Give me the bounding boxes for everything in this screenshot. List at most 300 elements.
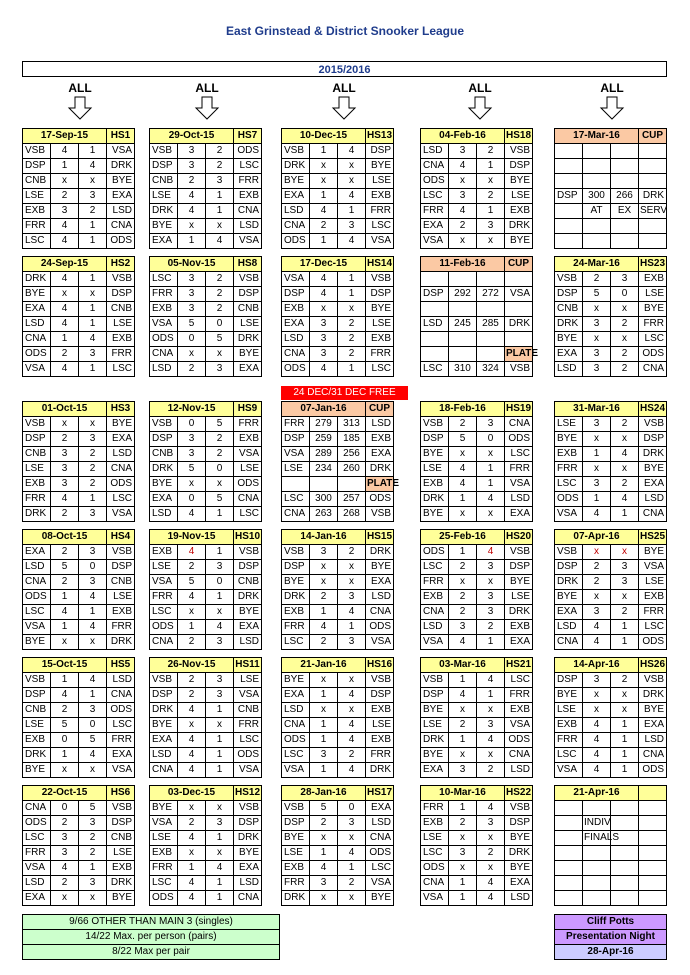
away-team: VSA <box>366 234 394 249</box>
fixture-row <box>282 620 394 635</box>
away-team: LSD <box>366 816 394 831</box>
away-score: 0 <box>79 718 107 733</box>
home-score: x <box>449 748 477 763</box>
home-score: 3 <box>178 272 206 287</box>
home-team: ODS <box>282 362 310 377</box>
away-team: EXB <box>366 432 394 447</box>
away-team: VSB <box>366 507 394 522</box>
away-score: 1 <box>611 507 639 522</box>
fixture-row <box>421 748 533 763</box>
away-team <box>639 846 667 861</box>
home-score: x <box>583 302 611 317</box>
away-score: 1 <box>79 861 107 876</box>
all-arrow-3 <box>319 82 369 120</box>
fixture-row <box>555 287 667 302</box>
fixture-block <box>22 785 135 906</box>
fixture-row <box>555 831 667 846</box>
away-score: 2 <box>79 846 107 861</box>
home-score: 2 <box>449 590 477 605</box>
home-score <box>583 846 611 861</box>
away-score: x <box>611 332 639 347</box>
note-singles: 9/66 OTHER THAN MAIN 3 (singles) <box>23 915 280 930</box>
fixture-row <box>555 219 667 234</box>
home-score: x <box>449 507 477 522</box>
home-score: 3 <box>51 846 79 861</box>
home-team: EXA <box>555 605 583 620</box>
home-team: VSA <box>23 861 51 876</box>
away-team: EXA <box>234 861 262 876</box>
fixture-row <box>150 447 262 462</box>
home-score: 2 <box>178 560 206 575</box>
away-team: LSC <box>107 718 135 733</box>
away-team: BYE <box>107 891 135 906</box>
away-score: x <box>611 688 639 703</box>
home-team: VSA <box>421 635 449 650</box>
away-team: EXA <box>107 432 135 447</box>
fixture-date: 14-Apr-16 <box>555 658 639 673</box>
home-team: VSB <box>555 545 583 560</box>
away-team: LSE <box>366 174 394 189</box>
fixture-code: HS3 <box>107 402 135 417</box>
fixture-row <box>23 876 135 891</box>
fixture-row <box>421 703 533 718</box>
fixture-header <box>23 786 135 801</box>
away-score: 5 <box>206 492 234 507</box>
home-team: LSE <box>23 718 51 733</box>
fixture-row <box>23 560 135 575</box>
away-team: EXA <box>234 620 262 635</box>
home-score: 1 <box>51 159 79 174</box>
fixture-date: 22-Oct-15 <box>23 786 107 801</box>
away-score: x <box>477 861 505 876</box>
fixture-date: 19-Nov-15 <box>150 530 234 545</box>
home-team: LSE <box>421 462 449 477</box>
home-score: 2 <box>51 876 79 891</box>
fixture-block <box>281 657 394 778</box>
fixture-code: HS26 <box>639 658 667 673</box>
fixture-row <box>421 891 533 906</box>
home-score: 2 <box>178 816 206 831</box>
home-team: LSC <box>23 605 51 620</box>
away-score: 3 <box>477 605 505 620</box>
season-banner: 2015/2016 <box>22 61 667 77</box>
fixture-row <box>150 748 262 763</box>
fixture-row <box>282 417 394 432</box>
away-team: CNA <box>505 417 533 432</box>
home-score: 4 <box>310 620 338 635</box>
away-score: 1 <box>338 861 366 876</box>
away-team: EXB <box>366 703 394 718</box>
away-team: LSC <box>234 733 262 748</box>
fixture-row <box>282 272 394 287</box>
fixture-row <box>282 816 394 831</box>
home-score <box>449 302 477 317</box>
home-team: LSE <box>421 831 449 846</box>
fixture-row <box>555 748 667 763</box>
fixture-code: HS5 <box>107 658 135 673</box>
home-team: CNA <box>150 635 178 650</box>
home-score: 4 <box>51 605 79 620</box>
away-team: FRR <box>639 317 667 332</box>
away-score <box>477 347 505 362</box>
away-team: CNA <box>639 362 667 377</box>
fixture-row <box>23 748 135 763</box>
away-team: LSE <box>107 590 135 605</box>
home-team: DRK <box>555 317 583 332</box>
away-score: 2 <box>79 831 107 846</box>
home-team: EXB <box>421 816 449 831</box>
away-team: LSD <box>234 876 262 891</box>
home-team: EXA <box>282 189 310 204</box>
fixture-row <box>150 575 262 590</box>
away-team: CNA <box>366 831 394 846</box>
home-score: 4 <box>51 317 79 332</box>
home-score: 0 <box>51 733 79 748</box>
fixture-block <box>22 657 135 778</box>
home-team <box>555 204 583 219</box>
away-team: DRK <box>639 447 667 462</box>
home-score: 4 <box>51 688 79 703</box>
fixture-row <box>421 861 533 876</box>
away-score: x <box>477 748 505 763</box>
fixture-header <box>282 129 394 144</box>
away-score: x <box>477 174 505 189</box>
fixture-row <box>150 272 262 287</box>
home-team: EXB <box>555 718 583 733</box>
fixture-block <box>281 785 394 906</box>
home-team: EXB <box>282 605 310 620</box>
home-team: BYE <box>282 575 310 590</box>
fixture-row <box>282 189 394 204</box>
home-score <box>583 174 611 189</box>
home-team <box>555 174 583 189</box>
fixture-row <box>421 159 533 174</box>
fixture-row <box>150 332 262 347</box>
fixture-row <box>23 174 135 189</box>
away-score: 1 <box>206 590 234 605</box>
fixture-row <box>555 688 667 703</box>
fixture-header <box>555 129 667 144</box>
fixture-code: HS22 <box>505 786 533 801</box>
fixture-row <box>282 347 394 362</box>
fixture-row <box>23 718 135 733</box>
home-score: x <box>51 635 79 650</box>
away-team: BYE <box>639 703 667 718</box>
home-score: 1 <box>51 590 79 605</box>
away-score: x <box>338 159 366 174</box>
fixture-row <box>282 861 394 876</box>
down-arrow-icon <box>331 96 357 120</box>
fixture-row <box>23 159 135 174</box>
home-team: BYE <box>555 432 583 447</box>
home-team: BYE <box>555 332 583 347</box>
away-team: CNB <box>234 302 262 317</box>
away-score: 2 <box>338 332 366 347</box>
fixture-row <box>23 332 135 347</box>
away-score: x <box>206 846 234 861</box>
home-team: LSC <box>555 748 583 763</box>
away-team: DRK <box>234 590 262 605</box>
home-score: 4 <box>583 635 611 650</box>
fixture-row <box>23 234 135 249</box>
fixture-block <box>554 401 667 522</box>
away-team: ODS <box>639 347 667 362</box>
home-score: 2 <box>51 545 79 560</box>
away-score <box>611 144 639 159</box>
home-score: 3 <box>51 462 79 477</box>
home-team <box>421 347 449 362</box>
fixture-header <box>282 530 394 545</box>
fixture-code: HS25 <box>639 530 667 545</box>
all-label: ALL <box>332 81 356 95</box>
home-team: BYE <box>555 590 583 605</box>
away-score: 3 <box>611 560 639 575</box>
home-team: EXA <box>23 302 51 317</box>
away-team: ODS <box>505 432 533 447</box>
away-score: 4 <box>477 492 505 507</box>
fixture-code: HS6 <box>107 786 135 801</box>
away-score: x <box>338 831 366 846</box>
home-score: 5 <box>178 462 206 477</box>
fixture-row <box>421 189 533 204</box>
fixture-row <box>421 492 533 507</box>
home-team: DRK <box>282 891 310 906</box>
home-score: 4 <box>449 688 477 703</box>
home-score: 1 <box>178 861 206 876</box>
home-team: BYE <box>421 447 449 462</box>
fixture-row <box>421 432 533 447</box>
away-score: 2 <box>611 347 639 362</box>
away-score <box>477 302 505 317</box>
fixture-code: HS23 <box>639 257 667 272</box>
fixture-row <box>421 590 533 605</box>
away-team: DRK <box>234 332 262 347</box>
away-team: CNA <box>639 748 667 763</box>
away-team <box>639 831 667 846</box>
home-team: BYE <box>150 801 178 816</box>
fixture-row <box>421 272 533 287</box>
home-team: DSP <box>150 159 178 174</box>
fixture-row <box>555 545 667 560</box>
home-score: 1 <box>449 733 477 748</box>
away-team: SERV <box>639 204 667 219</box>
fixture-row <box>282 144 394 159</box>
home-team: DSP <box>150 688 178 703</box>
away-team: ODS <box>107 234 135 249</box>
fixture-date: 05-Nov-15 <box>150 257 234 272</box>
fixture-row <box>150 545 262 560</box>
away-team: BYE <box>107 174 135 189</box>
away-team: ODS <box>107 703 135 718</box>
away-team <box>639 876 667 891</box>
away-score: 3 <box>79 432 107 447</box>
fixture-row <box>282 492 394 507</box>
home-score: 1 <box>51 332 79 347</box>
home-team: DSP <box>555 287 583 302</box>
fixture-row <box>555 718 667 733</box>
down-arrow-icon <box>599 96 625 120</box>
home-team: DRK <box>23 507 51 522</box>
away-team: BYE <box>366 159 394 174</box>
away-score: 2 <box>477 620 505 635</box>
home-score: 1 <box>178 620 206 635</box>
fixture-code: HS15 <box>366 530 394 545</box>
home-team: ODS <box>282 234 310 249</box>
fixture-row <box>282 831 394 846</box>
home-team: LSC <box>555 477 583 492</box>
home-score: 4 <box>583 763 611 778</box>
away-score: EX <box>611 204 639 219</box>
away-score: 2 <box>611 317 639 332</box>
away-score: 3 <box>79 876 107 891</box>
fixture-row <box>282 545 394 560</box>
fixture-date: 01-Oct-15 <box>23 402 107 417</box>
fixture-header <box>23 257 135 272</box>
home-team: FRR <box>555 462 583 477</box>
fixture-row <box>421 575 533 590</box>
home-score: 0 <box>178 492 206 507</box>
away-team: VSA <box>505 287 533 302</box>
away-team: CNB <box>107 831 135 846</box>
away-score: 1 <box>477 462 505 477</box>
away-score: 1 <box>206 204 234 219</box>
away-score: 1 <box>611 733 639 748</box>
home-score: x <box>178 347 206 362</box>
away-team: DRK <box>505 317 533 332</box>
fixture-code: HS13 <box>366 129 394 144</box>
fixture-date: 10-Dec-15 <box>282 129 366 144</box>
fixture-row <box>150 876 262 891</box>
away-score: 5 <box>206 417 234 432</box>
away-team: LSC <box>639 332 667 347</box>
fixture-row <box>421 204 533 219</box>
away-team: BYE <box>366 302 394 317</box>
away-team: VSB <box>234 272 262 287</box>
away-score: 2 <box>477 763 505 778</box>
away-team: BYE <box>639 302 667 317</box>
away-score <box>477 272 505 287</box>
home-score: 2 <box>178 688 206 703</box>
fixture-header <box>150 786 262 801</box>
away-team: EXB <box>107 605 135 620</box>
away-score: 266 <box>611 189 639 204</box>
away-team: FRR <box>505 688 533 703</box>
away-team <box>505 272 533 287</box>
away-team: EXA <box>366 801 394 816</box>
away-score: 1 <box>477 635 505 650</box>
fixture-header <box>421 402 533 417</box>
fixture-row <box>23 801 135 816</box>
fixture-row <box>282 673 394 688</box>
fixture-block <box>149 785 262 906</box>
away-score: x <box>477 703 505 718</box>
away-score: x <box>338 891 366 906</box>
home-score: 4 <box>310 861 338 876</box>
home-score: 4 <box>178 831 206 846</box>
fixture-row <box>23 703 135 718</box>
fixture-code: CUP <box>366 402 394 417</box>
fixture-row <box>555 492 667 507</box>
fixture-block <box>420 401 533 522</box>
away-team: CNB <box>234 575 262 590</box>
away-score: 2 <box>611 362 639 377</box>
away-team: VSB <box>639 673 667 688</box>
home-score: 4 <box>178 876 206 891</box>
away-score: 2 <box>206 144 234 159</box>
fixture-code: CUP <box>639 129 667 144</box>
home-team: LSD <box>150 748 178 763</box>
home-score: 2 <box>310 635 338 650</box>
away-score: 260 <box>338 462 366 477</box>
away-score: 5 <box>79 733 107 748</box>
away-team: EXB <box>107 861 135 876</box>
away-score: x <box>477 575 505 590</box>
away-score: 2 <box>338 317 366 332</box>
away-team: LSE <box>234 317 262 332</box>
fixture-row <box>23 763 135 778</box>
away-score: 1 <box>206 748 234 763</box>
home-team: CNA <box>421 876 449 891</box>
away-team <box>639 801 667 816</box>
away-team: FRR <box>234 417 262 432</box>
home-score: 1 <box>583 492 611 507</box>
fixture-date: 24-Sep-15 <box>23 257 107 272</box>
home-score: 2 <box>51 347 79 362</box>
home-score: x <box>310 302 338 317</box>
away-score: 1 <box>79 362 107 377</box>
fixture-block <box>149 529 262 650</box>
home-score: 1 <box>51 673 79 688</box>
home-score: 2 <box>178 635 206 650</box>
fixture-row <box>23 347 135 362</box>
away-score: 1 <box>338 272 366 287</box>
fixture-row <box>555 174 667 189</box>
home-team: FRR <box>23 219 51 234</box>
home-team: ODS <box>421 174 449 189</box>
away-team <box>639 219 667 234</box>
home-score: x <box>583 590 611 605</box>
home-score: 4 <box>51 234 79 249</box>
home-score: 2 <box>583 560 611 575</box>
fixture-row <box>23 575 135 590</box>
home-team: EXA <box>555 347 583 362</box>
away-score: 1 <box>79 272 107 287</box>
away-team: VSA <box>366 876 394 891</box>
fixture-header <box>421 786 533 801</box>
fixture-block <box>22 401 135 522</box>
fixture-code: CUP <box>505 257 533 272</box>
home-score: 4 <box>178 545 206 560</box>
away-team: LSC <box>107 362 135 377</box>
fixture-row <box>555 347 667 362</box>
fixture-header <box>150 257 262 272</box>
fixture-row <box>150 763 262 778</box>
away-score: 2 <box>79 477 107 492</box>
home-team: FRR <box>555 733 583 748</box>
home-team: CNA <box>150 763 178 778</box>
home-score: 1 <box>51 748 79 763</box>
home-score: 4 <box>310 362 338 377</box>
away-score: 1 <box>611 763 639 778</box>
fixture-row <box>421 417 533 432</box>
fixture-header <box>555 257 667 272</box>
fixture-row <box>421 733 533 748</box>
fixture-row <box>150 287 262 302</box>
home-team: VSA <box>282 272 310 287</box>
home-score: 3 <box>178 447 206 462</box>
home-score: 3 <box>583 317 611 332</box>
fixture-header <box>23 530 135 545</box>
